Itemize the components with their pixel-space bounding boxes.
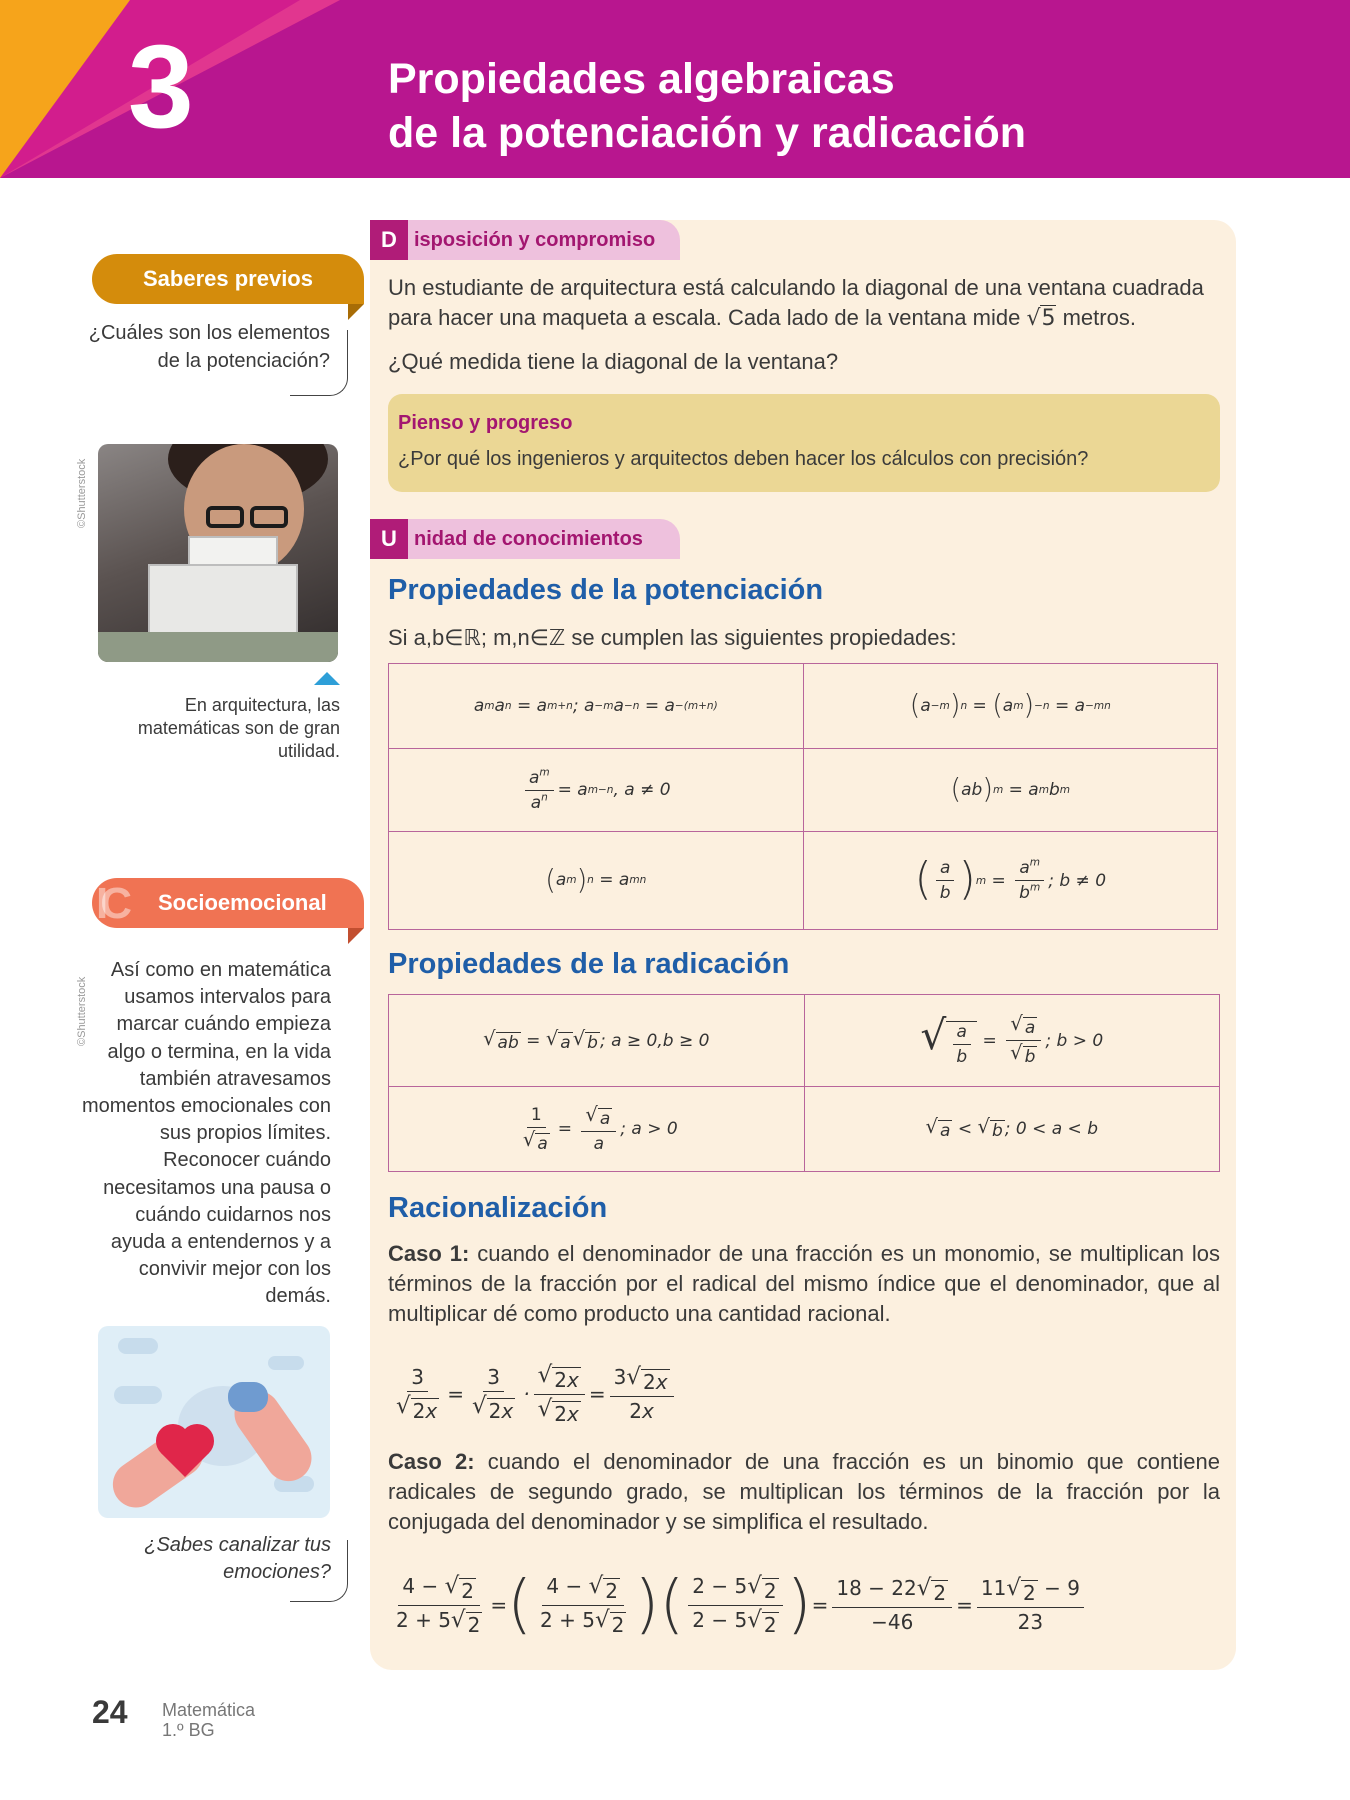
heading-potenciacion: Propiedades de la potenciación <box>388 574 824 606</box>
problem-question: ¿Qué medida tiene la diagonal de la ventana? <box>388 349 839 374</box>
problem-statement: Un estudiante de arquitectura está calculando la diagonal de una ventana cuadrada para hacer una maqueta a escala. Cada lado de la ventana mide √5 metros. <box>388 275 1204 331</box>
footer-subject: Matemática <box>162 1700 256 1720</box>
caption-arrow-icon <box>314 672 340 685</box>
caso1-example-formula: 3 √ 2x = 3 √ 2x · √ 2x √ 2x = 3 √ 2x 2x <box>388 1354 678 1434</box>
section-label-text: nidad de conocimientos <box>414 527 643 550</box>
callout-line <box>290 1540 348 1602</box>
unit-title-line2: de la potenciación y radicación <box>388 109 1027 157</box>
saberes-previos-label: Saberes previos <box>143 266 313 291</box>
radicacion-properties-table <box>388 994 1220 1172</box>
chapter-header <box>0 0 1350 178</box>
brain-icon <box>228 1382 268 1412</box>
caso2-paragraph: Caso 2: cuando el denominador de una fracción es un binomio que contiene radicales de segundo grado, se multiplican los términos de la fracción por la conjugada del denominador y se simplifica el resultado. <box>388 1449 1220 1534</box>
property-product: a m a n = a m+n ; a −m a −n = a −(m+n) <box>389 664 804 749</box>
section-label-unidad <box>370 519 680 559</box>
socioemocional-tab <box>92 878 364 928</box>
caso2-example-formula: 4 − √ 2 2 + 5 √ 2 = ( 4 − √ 2 2 + 5 √ 2 ) ( 2 − 5 √ 2 2 − 5 √ 2 ) = 18 − 22 √ 2 −46 = 11 √ 2 − 9 23 <box>388 1560 1088 1650</box>
photo-credit: ©Shutterstock <box>76 458 88 528</box>
heading-racionalizacion: Racionalización <box>388 1192 608 1224</box>
page-number: 24 <box>92 1694 128 1730</box>
illustration-credit: ©Shutterstock <box>76 976 88 1046</box>
property-quotient-power: ( $\frac{a}{b}$ ) m = $\frac{a^m}{b^m}$ ; b ≠ 0 <box>803 832 1217 930</box>
potenciacion-intro: Si a,b∈ℝ; m,n∈ℤ se cumplen las siguientes propiedades: <box>388 625 957 650</box>
property-quotient: $\frac{a^m}{a^n}$ = a m−n , a ≠ 0 <box>389 749 804 832</box>
unit-title <box>388 52 1026 160</box>
section-label-text: isposición y compromiso <box>414 228 656 251</box>
property-negative-power: ( a −m ) n = ( a m ) −n = a −mn <box>803 664 1217 749</box>
caso1-paragraph: Caso 1: cuando el denominador de una fracción es un monomio, se multiplican los términos de la fracción por el radical del mismo índice que el denominador, que al multiplicar dé como producto una cantidad racional. <box>388 1241 1220 1326</box>
property-power-of-power: ( a m ) n = a mn <box>389 832 804 930</box>
socioemocional-question: ¿Sabes canalizar tus emociones? <box>144 1534 331 1583</box>
section-letter: D <box>370 220 408 260</box>
property-product-power: ( ab ) m = a m b m <box>803 749 1217 832</box>
section-label-disposicion <box>370 220 680 260</box>
pienso-title: Pienso y progreso <box>398 412 573 434</box>
pienso-y-progreso-box <box>388 394 1220 492</box>
pienso-text: ¿Por qué los ingenieros y arquitectos deben hacer los cálculos con precisión? <box>398 448 1089 470</box>
tab-fold-decor <box>348 304 364 320</box>
socioemocional-label: Socioemocional <box>158 890 327 915</box>
section-letter: U <box>370 519 408 559</box>
tab-fold-decor <box>348 928 364 944</box>
property-root-product: √ ab = √ a √ b ; a ≥ 0,b ≥ 0 <box>389 995 805 1087</box>
unit-title-line1: Propiedades algebraicas <box>388 55 895 103</box>
architecture-student-photo <box>98 444 338 662</box>
footer-book-info <box>162 1700 255 1740</box>
header-decor-triangle <box>0 0 130 178</box>
emotions-illustration <box>98 1326 330 1518</box>
photo-caption: En arquitectura, las matemáticas son de gran utilidad. <box>137 695 340 761</box>
saberes-previos-tab <box>92 254 364 304</box>
heading-radicacion: Propiedades de la radicación <box>388 948 790 980</box>
sqrt-five: √5 <box>1026 306 1056 331</box>
socioemocional-text: Así como en matemática usamos intervalos para marcar cuándo empieza algo o termina, en la vida también atravesamos momentos emocionales con sus propios límites. Reconocer cuándo necesitamos una pausa o cuándo cuidarnos nos ayuda a entendernos y a convivir mejor con los demás. <box>81 959 331 1308</box>
saberes-question: ¿Cuáles son los elementos de la potenciación? <box>88 322 330 372</box>
property-root-order: √ a < √ b ; 0 < a < b <box>804 1087 1219 1172</box>
socioemocional-logo-icon: IC <box>96 879 124 928</box>
footer-grade: 1.º BG <box>162 1720 215 1740</box>
property-rationalize-unit: 1 √ a = √ a a ; a > 0 <box>389 1087 805 1172</box>
callout-line <box>290 330 348 396</box>
potenciacion-properties-table <box>388 663 1218 930</box>
property-root-quotient: √ $\frac{a}{b}$ = √ a √ b ; b > 0 <box>804 995 1219 1087</box>
unit-number: 3 <box>128 21 194 153</box>
